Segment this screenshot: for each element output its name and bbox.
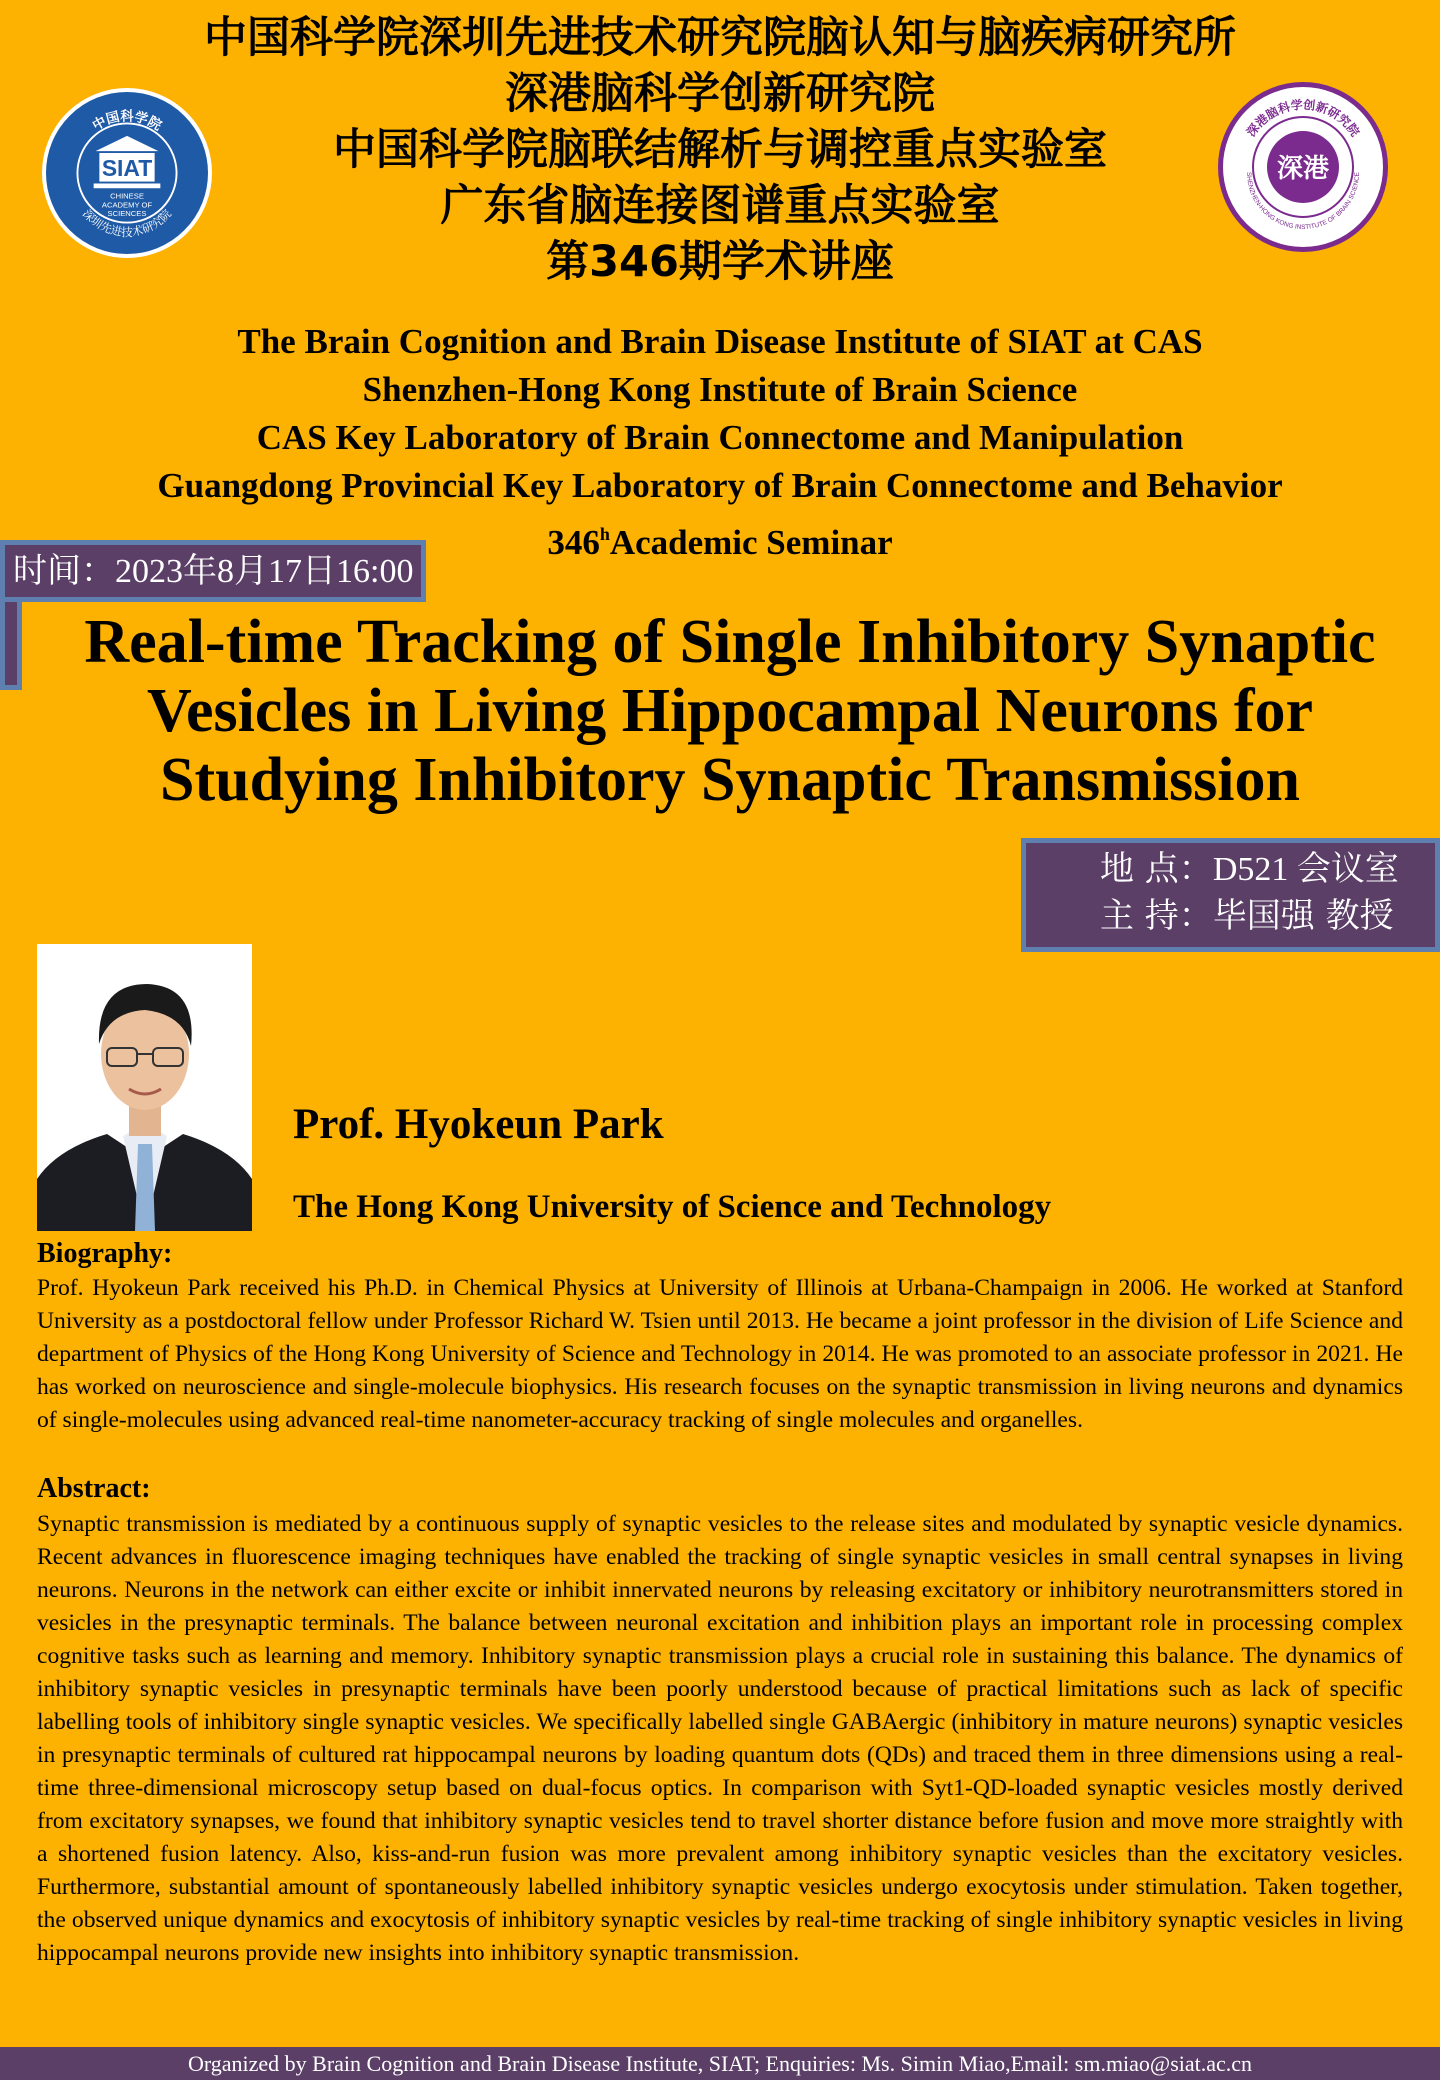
talk-title bbox=[20, 608, 1440, 815]
host-value: 毕国强 教授 bbox=[1212, 896, 1394, 936]
speaker-name: Prof. Hyokeun Park bbox=[293, 1101, 664, 1148]
svg-text:中国科学院: 中国科学院 bbox=[90, 109, 164, 134]
abstract-heading: Abstract: bbox=[37, 1473, 151, 1504]
speaker-photo bbox=[37, 944, 252, 1231]
talk-title-line: Real-time Tracking of Single Inhibitory Synaptic bbox=[84, 608, 1376, 676]
zh-header-line: 广东省脑连接图谱重点实验室 bbox=[440, 181, 1000, 231]
time-label: 时间： bbox=[13, 551, 115, 591]
location-label: 地 点： bbox=[1100, 849, 1213, 889]
time-box bbox=[0, 540, 426, 602]
zh-header-line: 中国科学院脑联结解析与调控重点实验室 bbox=[333, 125, 1107, 175]
time-box-bracket bbox=[0, 600, 22, 690]
speaker-affiliation: The Hong Kong University of Science and Technology bbox=[293, 1189, 1052, 1225]
abstract-text: Synaptic transmission is mediated by a continuous supply of synaptic vesicles to the release sites and modulated by synaptic vesicle dynamics. Recent advances in fluorescence imaging techniques have enabled the tracking of single synaptic vesicles in small central synapses in living neurons. Neurons in the network can either excite or inhibit innervated neurons by releasing excitatory or inhibitory neurotransmitters stored in vesicles in the presynaptic terminals. The balance between neuronal excitation and inhibition plays an important role in processing complex cognitive tasks such as learning and memory. Inhibitory synaptic transmission plays a crucial role in sustaining this balance. The dynamics of inhibitory synaptic vesicles in presynaptic terminals have been poorly understood because of practical limitations such as lack of specific labelling tools of inhibitory single synaptic vesicles. We specifically labelled single GABAergic (inhibitory in mature neurons) synaptic vesicles in presynaptic terminals of cultured rat hippocampal neurons by loading quantum dots (QDs) and traced them in three dimensions using a real-time three-dimensional microscopy setup based on dual-focus optics. In comparison with Syt1-QD-loaded synaptic vesicles mostly derived from excitatory synapses, we found that inhibitory synaptic vesicles tend to travel shorter distance before fusion and move more straightly with a shortened fusion latency. Also, kiss-and-run fusion was more prevalent among inhibitory synaptic vesicles than the excitatory vesicles. Furthermore, substantial amount of spontaneously labelled inhibitory synaptic vesicles undergo exocytosis under stimulation. Taken together, the observed unique dynamics and exocytosis of inhibitory synaptic vesicles by real-time tracking of single inhibitory synaptic vesicles in living hippocampal neurons provide new insights into inhibitory synaptic transmission. bbox=[37, 1511, 1403, 1966]
seminar-number: 346 bbox=[547, 523, 600, 562]
time-value: 2023年8月17日16:00 bbox=[115, 553, 414, 590]
talk-title-line: Studying Inhibitory Synaptic Transmission bbox=[160, 746, 1300, 814]
en-header-line: The Brain Cognition and Brain Disease Institute of SIAT at CAS bbox=[237, 322, 1203, 361]
biography-text: Prof. Hyokeun Park received his Ph.D. in Chemical Physics at University of Illinois at Urbana-Champaign in 2006. He worked at Stanford University as a postdoctoral fellow under Professor Richard W. Tsien until 2013. He became a joint professor in the division of Life Science and department of Physics of the Hong Kong University of Science and Technology in 2014. He was promoted to an associate professor in 2021. He has worked on neuroscience and single-molecule biophysics. His research focuses on the synaptic transmission in living neurons and dynamics of single-molecules using advanced real-time nanometer-accuracy tracking of single molecules and organelles. bbox=[37, 1275, 1403, 1433]
en-header-line: Guangdong Provincial Key Laboratory of Brain Connectome and Behavior bbox=[157, 466, 1283, 505]
svg-text:深港: 深港 bbox=[1276, 154, 1330, 184]
zh-header-line: 中国科学院深圳先进技术研究院脑认知与脑疾病研究所 bbox=[204, 13, 1236, 63]
svg-text:深圳先进技术研究院: 深圳先进技术研究院 bbox=[79, 206, 175, 239]
footer-organizer: Organized by Brain Cognition and Brain Disease Institute, SIAT; Enquiries: Ms. Simin Miao,Email: sm.miao@siat.ac.cn bbox=[0, 2047, 1440, 2080]
svg-text:ACADEMY OF: ACADEMY OF bbox=[101, 200, 153, 210]
svg-text:SHENZHEN-HONG KONG INSTITUTE O: SHENZHEN-HONG KONG INSTITUTE OF BRAIN SCIENCE bbox=[1244, 171, 1362, 232]
seminar-text: Academic Seminar bbox=[609, 523, 893, 562]
speaker-portrait-icon bbox=[37, 944, 252, 1231]
svg-text:SCIENCES: SCIENCES bbox=[107, 208, 147, 218]
host-row bbox=[1100, 893, 1435, 939]
host-label: 主 持： bbox=[1100, 896, 1213, 936]
svg-text:深港脑科学创新研究院: 深港脑科学创新研究院 bbox=[1243, 97, 1363, 140]
svg-text:SIAT: SIAT bbox=[101, 154, 153, 181]
en-header-line: CAS Key Laboratory of Brain Connectome and Manipulation bbox=[256, 418, 1184, 457]
venue-box bbox=[1021, 838, 1440, 952]
zh-header-line: 深港脑科学创新研究院 bbox=[505, 69, 935, 119]
chinese-header bbox=[0, 10, 1440, 290]
english-header bbox=[0, 318, 1440, 562]
location-value: D521 会议室 bbox=[1212, 851, 1399, 888]
location-row bbox=[1100, 846, 1435, 893]
talk-title-line: Vesicles in Living Hippocampal Neurons for bbox=[146, 677, 1314, 745]
biography-heading: Biography: bbox=[37, 1238, 173, 1269]
svg-text:CHINESE: CHINESE bbox=[110, 191, 144, 201]
en-header-line: Shenzhen-Hong Kong Institute of Brain Science bbox=[362, 370, 1078, 409]
seminar-ordinal: h bbox=[599, 524, 610, 544]
zh-seminar-number: 第346期学术讲座 bbox=[546, 237, 894, 287]
